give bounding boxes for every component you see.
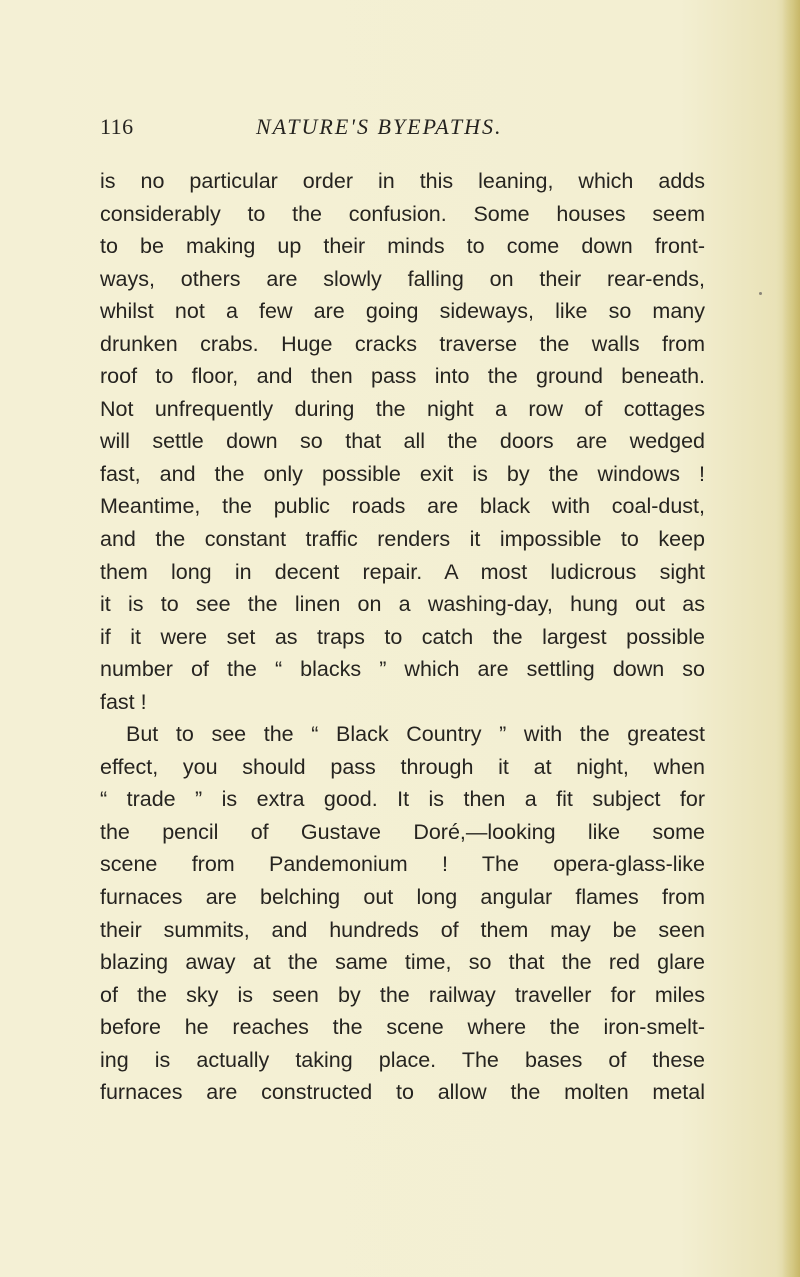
text-line: is no particular order in this leaning, which adds bbox=[100, 169, 705, 193]
text-line: to be making up their minds to come down front- bbox=[100, 234, 705, 259]
running-title: NATURE'S BYEPATHS. bbox=[256, 114, 503, 139]
text-line: roof to floor, and then pass into the ground beneath. bbox=[100, 364, 705, 389]
text-line: number of the “ blacks ” which are settling down so bbox=[100, 657, 705, 682]
text-line: ing is actually taking place. The bases of these bbox=[100, 1047, 705, 1072]
paragraph-start-line: But to see the “ Black Country ” with the greatest bbox=[126, 722, 705, 747]
text-line: whilst not a few are going sideways, like so many bbox=[100, 299, 705, 324]
text-line: them long in decent repair. A most ludicrous sight bbox=[100, 559, 705, 584]
text-line: will settle down so that all the doors are wedged bbox=[100, 429, 705, 454]
paragraph-end-line: fast ! bbox=[100, 689, 147, 714]
text-line: ways, others are slowly falling on their rear-ends, bbox=[100, 266, 705, 291]
text-line: considerably to the confusion. Some houses seem bbox=[100, 201, 705, 226]
text-line: fast, and the only possible exit is by the windows ! bbox=[100, 461, 705, 486]
text-line: furnaces are constructed to allow the molten metal bbox=[100, 1080, 705, 1105]
text-line: it is to see the linen on a washing-day, hung out as bbox=[100, 592, 705, 617]
page-speck bbox=[759, 292, 762, 295]
text-line: of the sky is seen by the railway traveller for miles bbox=[100, 982, 705, 1007]
text-line: “ trade ” is extra good. It is then a fit subject for bbox=[100, 787, 705, 812]
body-text bbox=[100, 165, 705, 1109]
text-line: Not unfrequently during the night a row of cottages bbox=[100, 396, 705, 421]
text-line: blazing away at the same time, so that the red glare bbox=[100, 950, 705, 975]
text-line: furnaces are belching out long angular flames from bbox=[100, 885, 705, 910]
text-line: Meantime, the public roads are black with coal-dust, bbox=[100, 494, 705, 519]
text-line: before he reaches the scene where the iron-smelt- bbox=[100, 1015, 705, 1040]
text-line: their summits, and hundreds of them may be seen bbox=[100, 917, 705, 942]
text-line: if it were set as traps to catch the largest possible bbox=[100, 624, 705, 649]
text-line: effect, you should pass through it at night, when bbox=[100, 754, 705, 779]
page-number: 116 bbox=[100, 114, 134, 139]
text-line: scene from Pandemonium ! The opera-glass-like bbox=[100, 852, 705, 877]
text-line: and the constant traffic renders it impossible to keep bbox=[100, 527, 705, 552]
text-line: the pencil of Gustave Doré,—looking like some bbox=[100, 819, 705, 844]
text-line: drunken crabs. Huge cracks traverse the walls from bbox=[100, 331, 705, 356]
page-edge-shadow bbox=[782, 0, 800, 1277]
running-head bbox=[100, 114, 740, 144]
